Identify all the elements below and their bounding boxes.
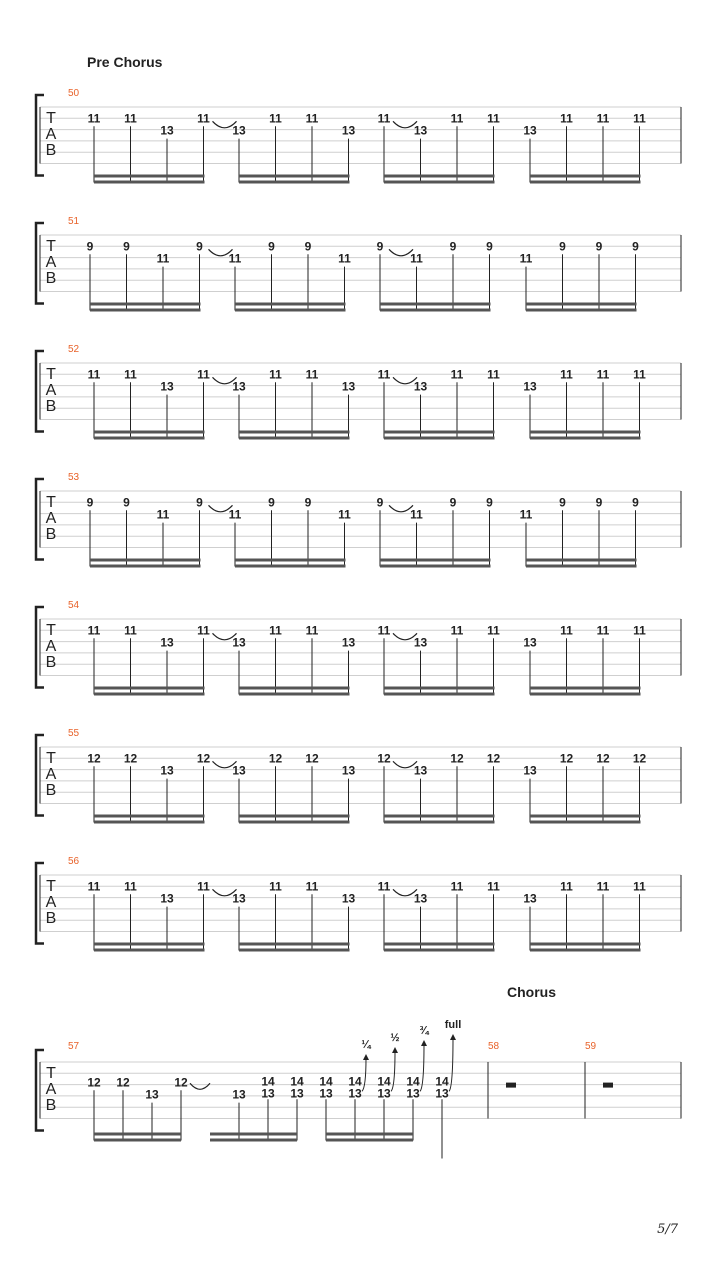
fret-number: 12 <box>632 751 647 766</box>
fret-number: 9 <box>86 495 94 510</box>
fret-number: 9 <box>632 495 639 510</box>
fret-number: 13 <box>413 763 428 778</box>
beam <box>94 815 205 818</box>
beam <box>380 559 491 562</box>
fret-number: 12 <box>559 751 574 766</box>
tab-clef-t: T <box>46 366 56 383</box>
fret-number: 11 <box>519 507 533 522</box>
measure-number: 53 <box>68 472 80 483</box>
fret-number: 11 <box>269 111 282 126</box>
beam <box>526 309 637 312</box>
beam <box>94 1139 181 1142</box>
beam <box>530 181 641 184</box>
fret-number: 11 <box>87 879 101 894</box>
beam <box>530 437 641 440</box>
fret-number: 12 <box>87 751 101 766</box>
tab-clef-a: A <box>45 766 57 783</box>
fret-number: 11 <box>633 111 646 126</box>
fret-number: 12 <box>116 1075 130 1090</box>
measure-number: 52 <box>68 344 80 355</box>
fret-number: 13 <box>160 891 174 906</box>
beam <box>239 687 350 690</box>
fret-number: 11 <box>377 623 391 638</box>
fret-number: 11 <box>228 507 242 522</box>
fret-number: 11 <box>124 111 137 126</box>
fret-number: 9 <box>376 239 384 254</box>
fret-number: 13 <box>341 891 356 906</box>
measure-number: 55 <box>68 728 80 739</box>
beam <box>94 1133 181 1136</box>
fret-number: 11 <box>269 623 282 638</box>
bend-arrow-head <box>450 1034 456 1040</box>
fret-number: 11 <box>87 367 101 382</box>
fret-number: 11 <box>197 623 210 638</box>
fret-number: 13 <box>341 763 356 778</box>
fret-number: 14 <box>377 1074 391 1089</box>
fret-number: 12 <box>268 751 283 766</box>
fret-number: 9 <box>268 239 275 254</box>
fret-number: 14 <box>435 1074 449 1089</box>
beam <box>235 559 346 562</box>
fret-number: 11 <box>487 367 500 382</box>
fret-number: 11 <box>124 879 137 894</box>
fret-number: 13 <box>523 891 537 906</box>
bend-arrow-head <box>421 1040 427 1046</box>
tab-clef-a: A <box>45 510 57 527</box>
tab-clef-t: T <box>46 878 56 895</box>
fret-number: 12 <box>174 1075 188 1090</box>
bend-arrow-head <box>392 1047 398 1053</box>
beam <box>384 943 495 946</box>
tab-clef-b: B <box>45 526 57 543</box>
beam <box>530 693 641 696</box>
fret-number: 11 <box>596 111 610 126</box>
fret-number: 13 <box>523 635 537 650</box>
fret-number: 11 <box>633 879 646 894</box>
fret-number: 11 <box>305 111 319 126</box>
fret-number: 9 <box>123 495 130 510</box>
fret-number: 14 <box>290 1074 304 1089</box>
tab-clef-b: B <box>45 654 57 671</box>
fret-number: 9 <box>595 239 603 254</box>
measure-number: 58 <box>488 1041 500 1052</box>
fret-number: 13 <box>348 1086 362 1101</box>
fret-number: 9 <box>595 495 603 510</box>
tab-clef-t: T <box>46 622 56 639</box>
fret-number: 11 <box>228 251 242 266</box>
tab-clef-b: B <box>45 142 57 159</box>
beam <box>384 687 495 690</box>
beam <box>239 943 350 946</box>
beam <box>380 309 491 312</box>
fret-number: 12 <box>450 751 464 766</box>
beam <box>210 1139 297 1142</box>
beam <box>384 949 495 952</box>
beam <box>239 949 350 952</box>
fret-number: 9 <box>449 239 457 254</box>
fret-number: 11 <box>450 367 464 382</box>
beam <box>526 303 637 306</box>
beam <box>530 687 641 690</box>
fret-number: 11 <box>450 879 464 894</box>
fret-number: 11 <box>633 367 646 382</box>
fret-number: 14 <box>319 1074 333 1089</box>
beam <box>90 565 201 568</box>
tab-clef-a: A <box>45 1081 57 1098</box>
measure-number: 54 <box>68 600 80 611</box>
tab-clef-a: A <box>45 126 57 143</box>
beam <box>235 303 346 306</box>
measure-number: 56 <box>68 856 80 867</box>
tab-clef-a: A <box>45 894 57 911</box>
beam <box>239 437 350 440</box>
whole-rest <box>506 1083 516 1088</box>
beam <box>530 431 641 434</box>
fret-number: 11 <box>560 623 573 638</box>
beam <box>239 175 350 178</box>
fret-number: 11 <box>519 251 533 266</box>
bend-label: full <box>444 1019 462 1031</box>
fret-number: 11 <box>596 879 610 894</box>
fret-number: 11 <box>377 367 391 382</box>
fret-number: 11 <box>305 879 319 894</box>
fret-number: 13 <box>523 123 537 138</box>
fret-number: 11 <box>450 111 464 126</box>
beam <box>94 175 205 178</box>
beam <box>90 303 201 306</box>
fret-number: 11 <box>269 367 282 382</box>
fret-number: 13 <box>341 379 356 394</box>
fret-number: 11 <box>410 251 423 266</box>
beam <box>94 943 205 946</box>
fret-number: 9 <box>196 495 203 510</box>
section-label-pre-chorus: Pre Chorus <box>87 54 163 70</box>
tab-clef-t: T <box>46 110 56 127</box>
tab-clef-t: T <box>46 750 56 767</box>
fret-number: 11 <box>377 111 391 126</box>
fret-number: 9 <box>268 495 275 510</box>
measure-number: 51 <box>68 216 80 227</box>
fret-number: 13 <box>435 1086 449 1101</box>
fret-number: 12 <box>305 751 319 766</box>
measure-number: 59 <box>585 1041 597 1052</box>
fret-number: 11 <box>156 251 170 266</box>
beam <box>94 687 205 690</box>
beam <box>384 815 495 818</box>
fret-number: 11 <box>197 111 210 126</box>
fret-number: 13 <box>413 635 428 650</box>
beam <box>384 437 495 440</box>
tab-clef-b: B <box>45 782 57 799</box>
beam <box>530 949 641 952</box>
fret-number: 11 <box>87 111 101 126</box>
beam <box>384 181 495 184</box>
fret-number: 12 <box>596 751 610 766</box>
fret-number: 11 <box>305 623 319 638</box>
tab-clef-b: B <box>45 910 57 927</box>
fret-number: 13 <box>523 379 537 394</box>
beam <box>380 303 491 306</box>
fret-number: 13 <box>232 635 246 650</box>
fret-number: 11 <box>338 507 351 522</box>
fret-number: 13 <box>232 379 246 394</box>
fret-number: 11 <box>596 623 610 638</box>
beam <box>326 1139 413 1142</box>
fret-number: 11 <box>633 623 646 638</box>
fret-number: 13 <box>160 763 174 778</box>
fret-number: 9 <box>486 495 493 510</box>
beam <box>94 693 205 696</box>
beam <box>94 181 205 184</box>
tab-clef-t: T <box>46 238 56 255</box>
beam <box>530 175 641 178</box>
beam <box>530 815 641 818</box>
fret-number: 13 <box>413 891 428 906</box>
fret-number: 11 <box>487 623 500 638</box>
beam <box>210 1133 297 1136</box>
tab-clef-b: B <box>45 270 57 287</box>
fret-number: 11 <box>560 879 573 894</box>
beam <box>235 565 346 568</box>
beam <box>239 181 350 184</box>
beam <box>90 559 201 562</box>
fret-number: 12 <box>377 751 391 766</box>
section-label-chorus: Chorus <box>507 984 556 1000</box>
fret-number: 11 <box>410 507 423 522</box>
fret-number: 12 <box>196 751 211 766</box>
beam <box>526 559 637 562</box>
tab-clef-t: T <box>46 494 56 511</box>
beam <box>239 431 350 434</box>
fret-number: 11 <box>487 879 500 894</box>
fret-number: 13 <box>261 1086 275 1101</box>
fret-number: 12 <box>87 1075 101 1090</box>
beam <box>384 821 495 824</box>
fret-number: 9 <box>304 239 312 254</box>
beam <box>239 821 350 824</box>
beam <box>90 309 201 312</box>
fret-number: 13 <box>160 123 174 138</box>
beam <box>326 1133 413 1136</box>
fret-number: 12 <box>123 751 138 766</box>
fret-number: 13 <box>145 1087 159 1102</box>
fret-number: 9 <box>86 239 94 254</box>
fret-number: 13 <box>232 891 246 906</box>
fret-number: 11 <box>197 879 210 894</box>
fret-number: 9 <box>449 495 457 510</box>
bend-arrow <box>362 1058 366 1091</box>
beam <box>530 821 641 824</box>
fret-number: 13 <box>160 379 174 394</box>
beam <box>384 431 495 434</box>
measure-number: 57 <box>68 1041 80 1052</box>
bend-arrow <box>391 1051 395 1091</box>
fret-number: 11 <box>269 879 282 894</box>
beam <box>380 565 491 568</box>
fret-number: 9 <box>376 495 384 510</box>
fret-number: 13 <box>290 1086 304 1101</box>
beam <box>239 693 350 696</box>
bend-arrow <box>449 1038 453 1091</box>
fret-number: 13 <box>319 1086 333 1101</box>
beam <box>235 309 346 312</box>
tab-clef-a: A <box>45 638 57 655</box>
fret-number: 13 <box>413 123 428 138</box>
fret-number: 13 <box>341 123 356 138</box>
fret-number: 13 <box>523 763 537 778</box>
fret-number: 13 <box>341 635 356 650</box>
page-number: 5/7 <box>657 1222 678 1237</box>
fret-number: 13 <box>406 1086 420 1101</box>
tab-clef-b: B <box>45 1097 57 1114</box>
tab-clef-b: B <box>45 398 57 415</box>
fret-number: 12 <box>486 751 501 766</box>
bend-label: ¼ <box>361 1039 371 1051</box>
fret-number: 11 <box>377 879 391 894</box>
tab-clef-a: A <box>45 382 57 399</box>
fret-number: 13 <box>377 1086 391 1101</box>
tab-clef-t: T <box>46 1065 56 1082</box>
bend-label: ¾ <box>419 1025 429 1037</box>
fret-number: 11 <box>156 507 170 522</box>
whole-rest <box>603 1083 613 1088</box>
fret-number: 11 <box>560 367 573 382</box>
fret-number: 11 <box>560 111 573 126</box>
fret-number: 9 <box>123 239 130 254</box>
fret-number: 14 <box>406 1074 420 1089</box>
beam <box>94 949 205 952</box>
fret-number: 9 <box>486 239 493 254</box>
fret-number: 11 <box>487 111 500 126</box>
fret-number: 11 <box>197 367 210 382</box>
fret-number: 14 <box>261 1074 275 1089</box>
fret-number: 9 <box>304 495 312 510</box>
fret-number: 11 <box>87 623 101 638</box>
fret-number: 11 <box>305 367 319 382</box>
fret-number: 9 <box>559 239 566 254</box>
fret-number: 9 <box>559 495 566 510</box>
bend-arrow-head <box>363 1054 369 1060</box>
beam <box>94 821 205 824</box>
beam <box>526 565 637 568</box>
fret-number: 11 <box>338 251 351 266</box>
fret-number: 11 <box>596 367 610 382</box>
fret-number: 14 <box>348 1074 362 1089</box>
fret-number: 13 <box>160 635 174 650</box>
bend-label: ½ <box>390 1032 400 1044</box>
fret-number: 11 <box>124 367 137 382</box>
measure-number: 50 <box>68 88 80 99</box>
fret-number: 11 <box>450 623 464 638</box>
tab-clef-a: A <box>45 254 57 271</box>
beam <box>239 815 350 818</box>
fret-number: 13 <box>232 763 246 778</box>
fret-number: 13 <box>232 1087 246 1102</box>
beam <box>384 175 495 178</box>
fret-number: 9 <box>196 239 203 254</box>
beam <box>94 437 205 440</box>
beam <box>530 943 641 946</box>
beam <box>384 693 495 696</box>
fret-number: 13 <box>232 123 246 138</box>
fret-number: 13 <box>413 379 428 394</box>
fret-number: 11 <box>124 623 137 638</box>
beam <box>94 431 205 434</box>
fret-number: 9 <box>632 239 639 254</box>
